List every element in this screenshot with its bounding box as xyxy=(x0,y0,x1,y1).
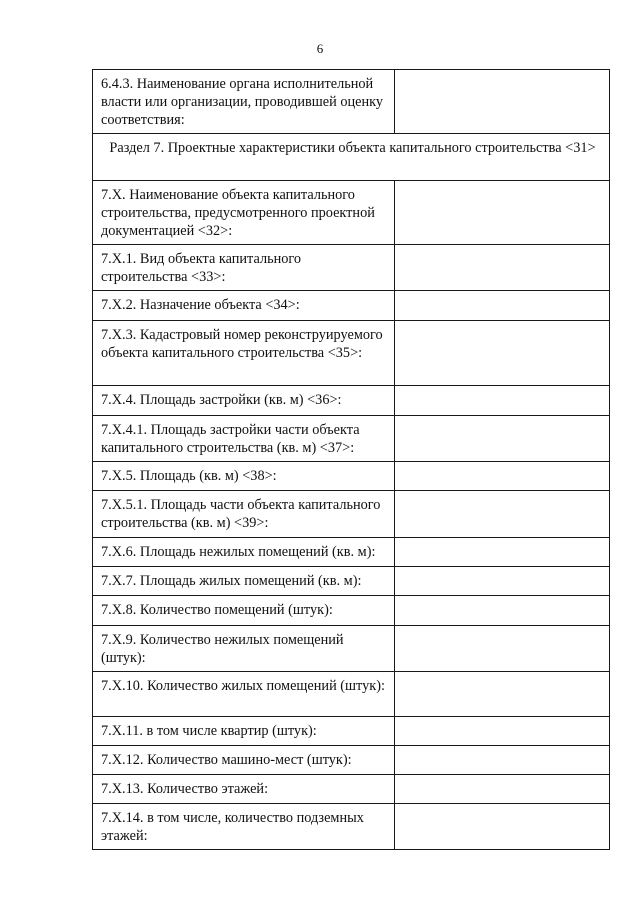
field-label: 7.X.6. Площадь нежилых помещений (кв. м): xyxy=(93,538,395,567)
field-value[interactable] xyxy=(395,775,610,804)
field-value[interactable] xyxy=(395,538,610,567)
table-row xyxy=(93,462,610,491)
field-value[interactable] xyxy=(395,321,610,386)
field-value[interactable] xyxy=(395,626,610,672)
table-row xyxy=(93,775,610,804)
field-label: 7.X.7. Площадь жилых помещений (кв. м): xyxy=(93,567,395,596)
field-label: 7.X.2. Назначение объекта <34>: xyxy=(93,291,395,321)
field-value[interactable] xyxy=(395,70,610,134)
field-label: 7.X.5.1. Площадь части объекта капитального строительства (кв. м) <39>: xyxy=(93,491,395,538)
table-row xyxy=(93,717,610,746)
field-label: 7.X.4.1. Площадь застройки части объекта капитального строительства (кв. м) <37>: xyxy=(93,416,395,462)
field-value[interactable] xyxy=(395,596,610,626)
table-row xyxy=(93,386,610,416)
table-row xyxy=(93,321,610,386)
field-value[interactable] xyxy=(395,462,610,491)
table-row xyxy=(93,70,610,134)
field-value[interactable] xyxy=(395,245,610,291)
field-label: 7.X.11. в том числе квартир (штук): xyxy=(93,717,395,746)
table-row xyxy=(93,291,610,321)
field-label: 7.X.5. Площадь (кв. м) <38>: xyxy=(93,462,395,491)
table-row xyxy=(93,804,610,850)
table-row xyxy=(93,538,610,567)
field-label: 6.4.3. Наименование органа исполнительной власти или организации, проводившей оценку соответствия: xyxy=(93,70,395,134)
field-value[interactable] xyxy=(395,804,610,850)
table-row xyxy=(93,181,610,245)
page-number: 6 xyxy=(316,41,324,56)
field-value[interactable] xyxy=(395,416,610,462)
field-label: 7.X.14. в том числе, количество подземных этажей: xyxy=(93,804,395,850)
section-row xyxy=(93,134,610,181)
field-value[interactable] xyxy=(395,491,610,538)
field-value[interactable] xyxy=(395,386,610,416)
table-row xyxy=(93,491,610,538)
table-row xyxy=(93,596,610,626)
table-row xyxy=(93,626,610,672)
field-label: 7.X.13. Количество этажей: xyxy=(93,775,395,804)
field-label: 7.X.1. Вид объекта капитального строительства <33>: xyxy=(93,245,395,291)
field-value[interactable] xyxy=(395,717,610,746)
field-value[interactable] xyxy=(395,181,610,245)
field-label: 7.X.10. Количество жилых помещений (штук): xyxy=(93,672,395,717)
field-label: 7.X. Наименование объекта капитального строительства, предусмотренного проектной документацией <32>: xyxy=(93,181,395,245)
table-row xyxy=(93,746,610,775)
field-value[interactable] xyxy=(395,567,610,596)
field-label: 7.X.3. Кадастровый номер реконструируемого объекта капитального строительства <35>: xyxy=(93,321,395,386)
field-value[interactable] xyxy=(395,746,610,775)
field-value[interactable] xyxy=(395,291,610,321)
table-row xyxy=(93,567,610,596)
project-characteristics-table xyxy=(92,69,610,850)
table-row xyxy=(93,245,610,291)
field-label: 7.X.12. Количество машино-мест (штук): xyxy=(93,746,395,775)
field-value[interactable] xyxy=(395,672,610,717)
field-label: 7.X.9. Количество нежилых помещений (штук): xyxy=(93,626,395,672)
field-label: 7.X.8. Количество помещений (штук): xyxy=(93,596,395,626)
table-row xyxy=(93,416,610,462)
section-heading: Раздел 7. Проектные характеристики объекта капитального строительства <31> xyxy=(93,134,610,181)
table-row xyxy=(93,672,610,717)
field-label: 7.X.4. Площадь застройки (кв. м) <36>: xyxy=(93,386,395,416)
